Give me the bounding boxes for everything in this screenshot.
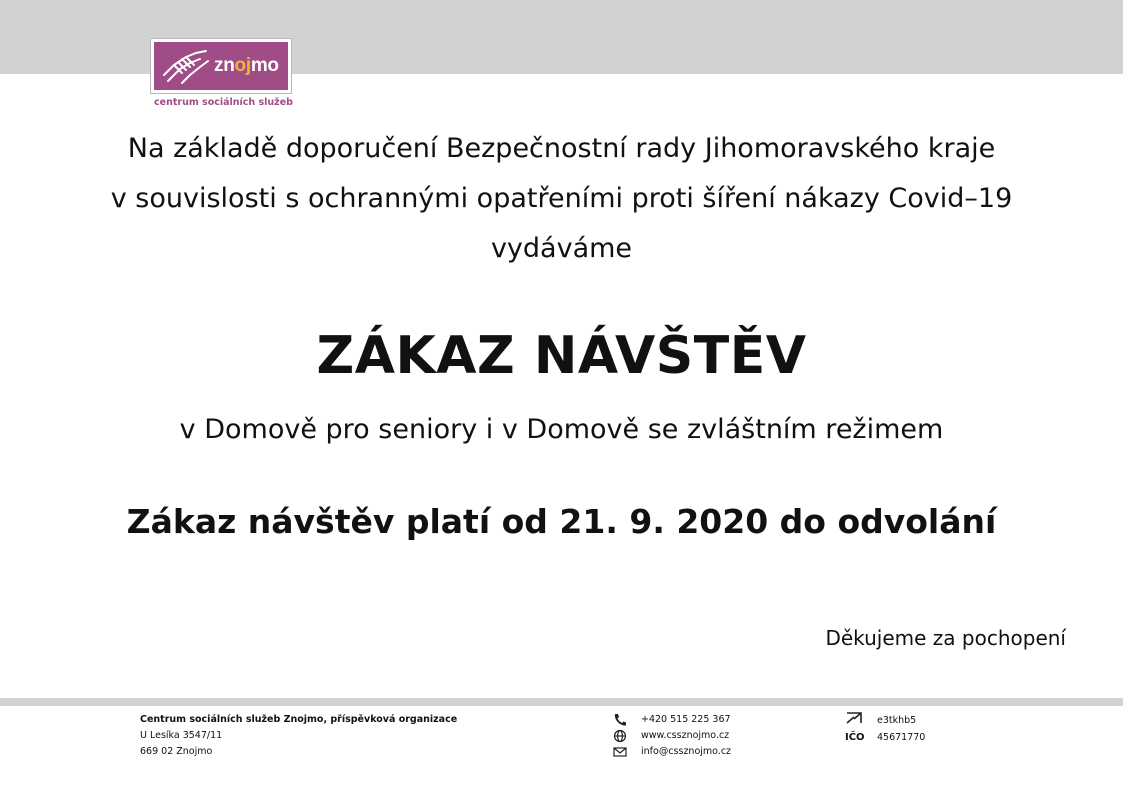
intro-line-3: vydáváme [490,233,633,264]
footer-contacts [612,712,731,760]
web-address[interactable]: www.cssznojmo.cz [641,730,730,741]
phone-icon [612,713,628,727]
handshake-icon [160,45,212,89]
databox-icon [845,712,863,724]
contact-phone [612,712,731,728]
address-street: U Lesíka 3547/11 [140,730,223,741]
notice-scope: v Domově pro seniory i v Domově se zvláštním režimem [179,414,944,445]
phone-number: +420 515 225 367 [641,714,731,725]
intro-line-1: Na základě doporučení Bezpečnostní rady Jihomoravského kraje [127,133,996,164]
globe-icon [612,729,628,743]
ico-label: IČO [845,732,865,743]
logo-wordmark: znojmo [214,55,279,76]
logo-box [150,38,292,94]
envelope-icon [612,745,628,759]
logo [150,38,294,108]
footer-organization [140,712,457,760]
notice-validity: Zákaz návštěv platí od 21. 9. 2020 do odvolání [126,502,997,541]
org-name: Centrum sociálních služeb Znojmo, příspěvková organizace [140,714,458,725]
ico-number: 45671770 [877,732,926,743]
footer-identifiers [845,712,925,746]
databox-id: e3tkhb5 [877,715,917,726]
notice-headline: ZÁKAZ NÁVŠTĚV [316,326,807,386]
contact-email [612,744,731,760]
address-city: 669 02 Znojmo [140,746,213,757]
intro-text [0,124,1123,274]
databox-row [845,712,925,730]
footer-band [0,698,1123,706]
contact-web [612,728,731,744]
thanks-text: Děkujeme za pochopení [825,626,1066,650]
intro-line-2: v souvislosti s ochrannými opatřeními proti šíření nákazy Covid–19 [110,183,1013,214]
logo-background [154,42,288,90]
logo-subtitle: centrum sociálních služeb [154,97,293,108]
ico-row [845,730,925,746]
email-address[interactable]: info@cssznojmo.cz [641,746,732,757]
databox-label [845,712,877,730]
